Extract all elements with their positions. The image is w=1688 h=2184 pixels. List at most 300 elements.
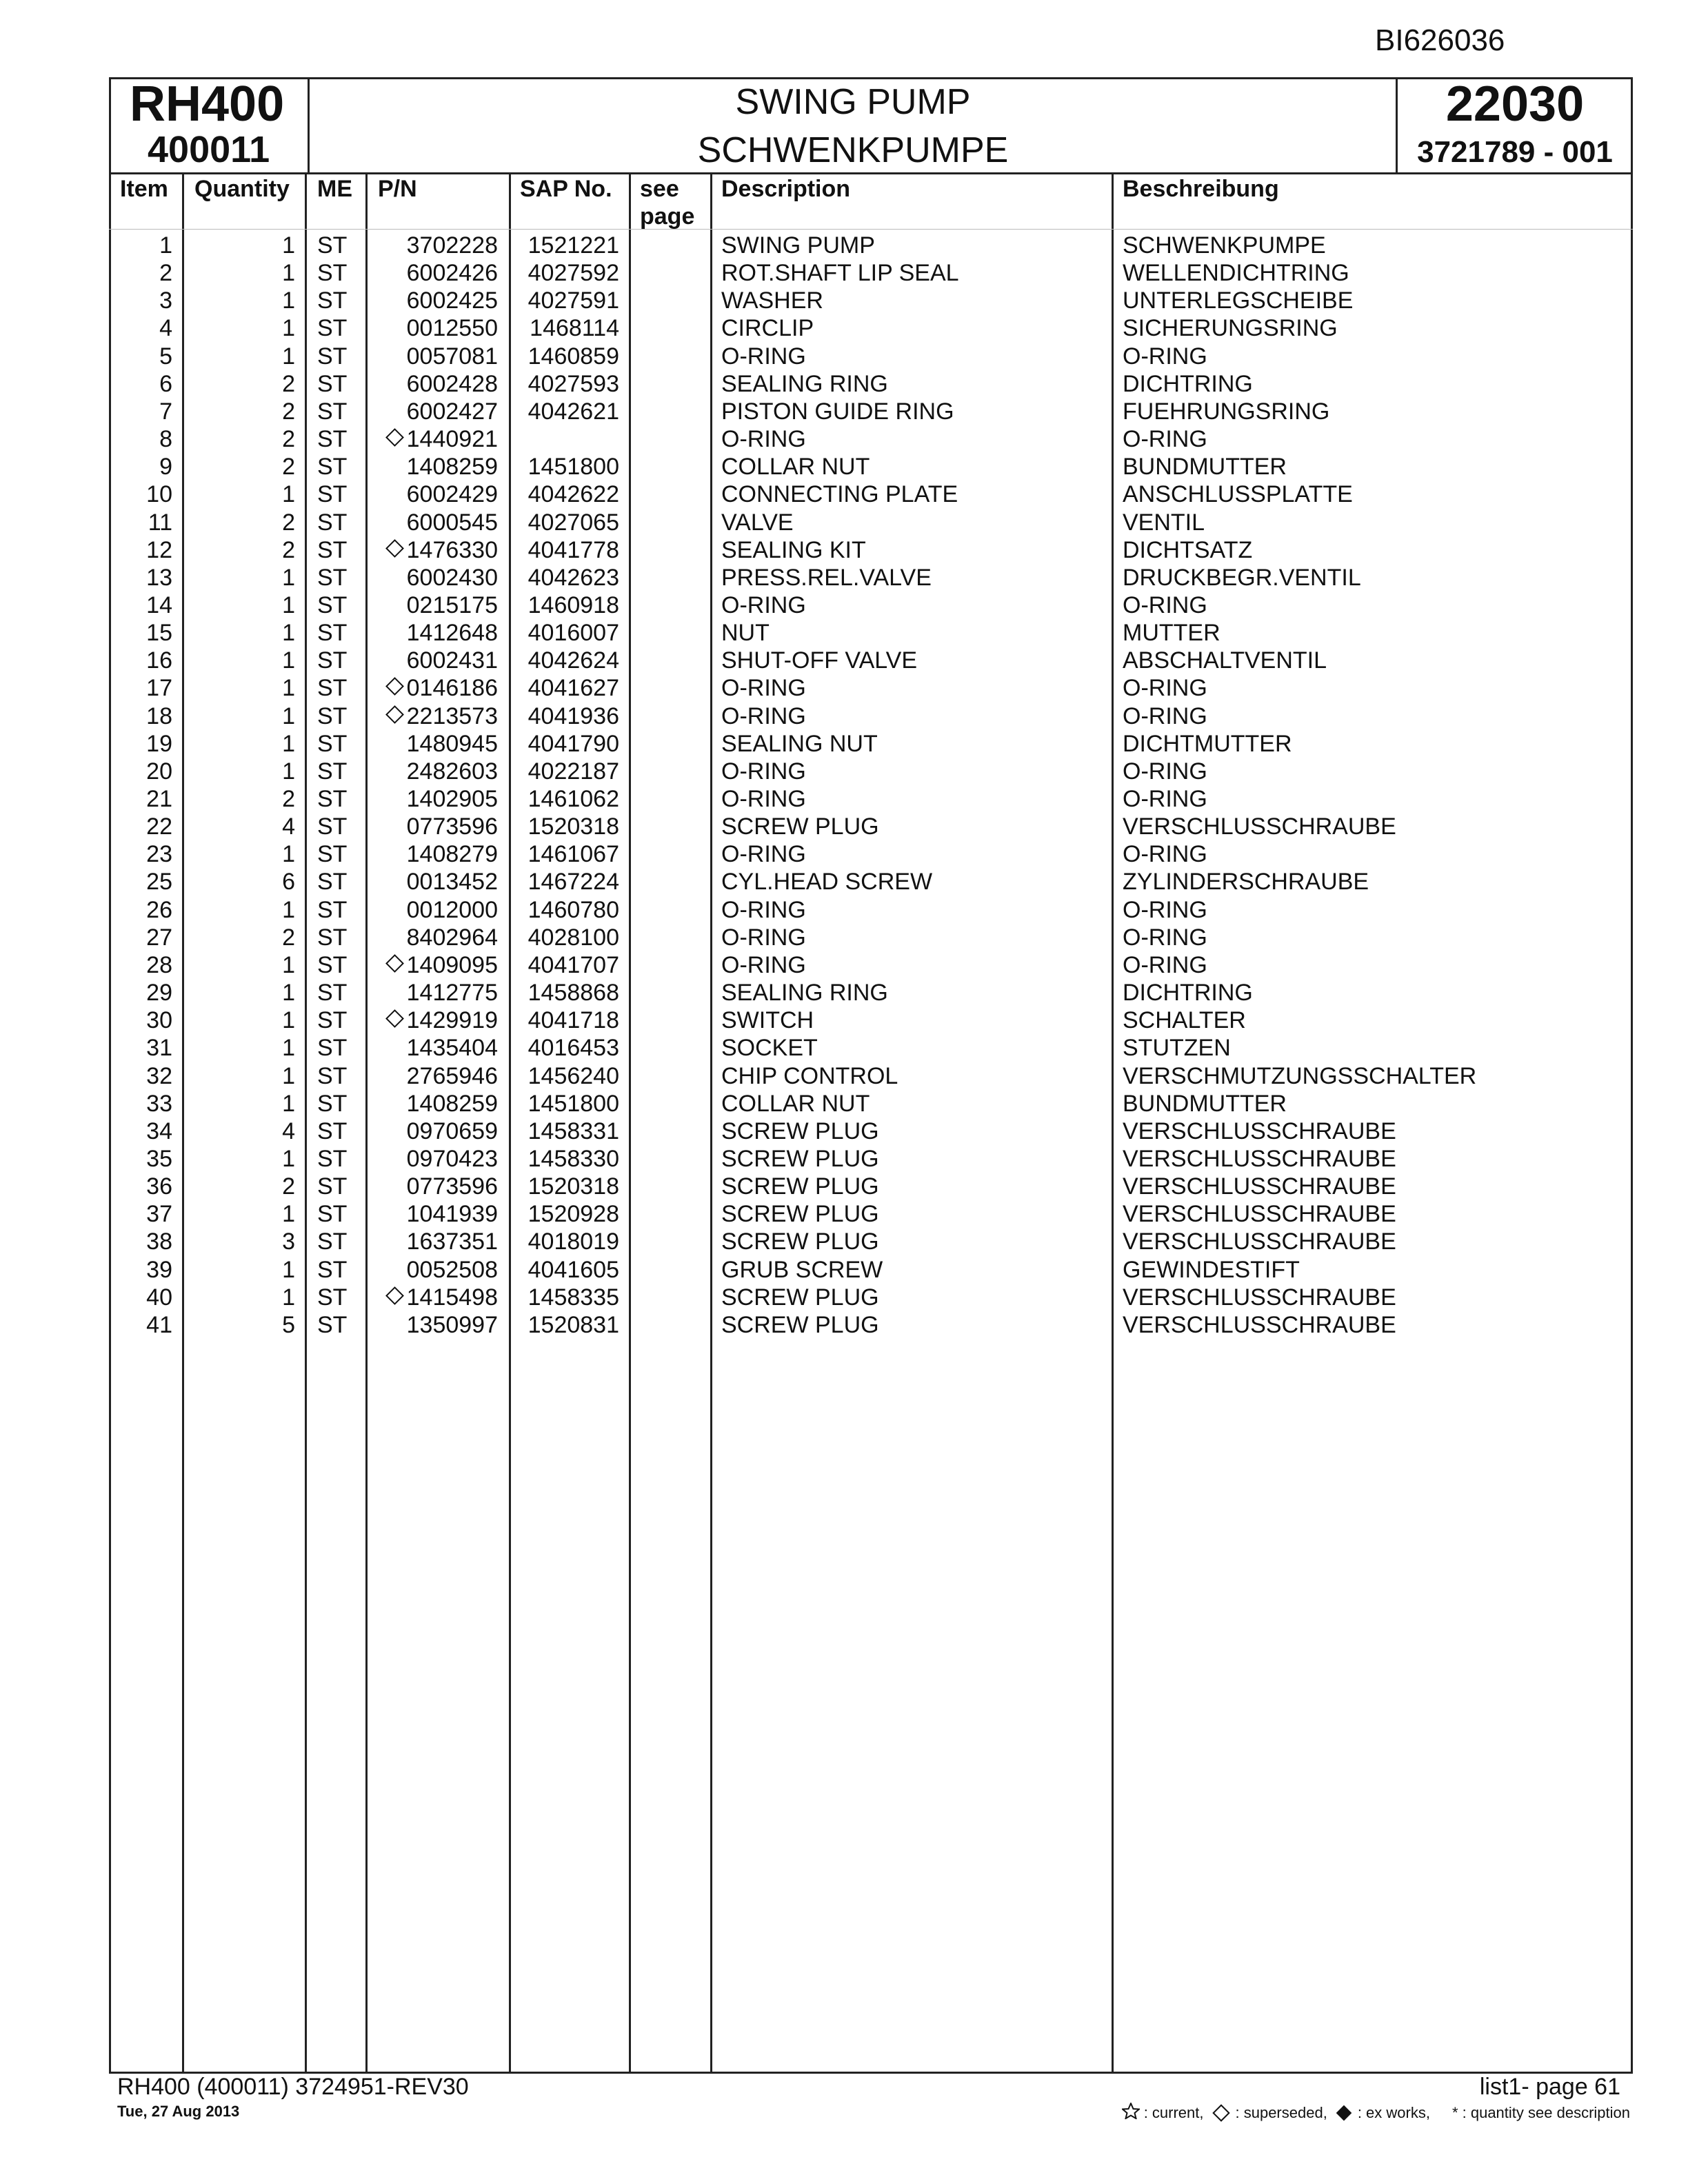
cell-quantity (207, 1062, 295, 1090)
cell-me (317, 840, 359, 868)
cell-pn (378, 1090, 498, 1118)
cell-me (317, 481, 359, 508)
cell-quantity (207, 287, 295, 314)
cell-item (117, 1228, 172, 1255)
cell-item (117, 758, 172, 785)
cell-sap-text: 4016453 (528, 1035, 619, 1062)
cell-me (317, 979, 359, 1007)
cell-sap (519, 1145, 619, 1173)
cell-me-text: ST (317, 564, 348, 591)
cell-me-text: ST (317, 1090, 348, 1117)
cell-beschreibung (1123, 979, 1253, 1007)
cell-pn-text: 2482603 (406, 758, 498, 785)
cell-quantity-text: 1 (282, 702, 295, 729)
cell-description (721, 813, 879, 840)
table-row (0, 758, 1688, 785)
cell-item-text: 29 (146, 980, 172, 1007)
cell-item-text: 33 (146, 1090, 172, 1117)
cell-sap-text: 4041707 (528, 951, 619, 978)
header-bottom-line (109, 172, 1633, 174)
cell-description (721, 840, 806, 868)
cell-sap-text: 1451800 (528, 454, 619, 481)
cell-sap (519, 730, 619, 758)
cell-beschreibung-text: ABSCHALTVENTIL (1123, 647, 1327, 674)
cell-description-text: WASHER (721, 287, 823, 314)
cell-beschreibung (1123, 314, 1338, 342)
cell-me-text: ST (317, 675, 348, 702)
cell-sap-text: 4027591 (528, 287, 619, 314)
cell-quantity (207, 813, 295, 840)
table-row (0, 1034, 1688, 1062)
cell-item-text: 16 (146, 647, 172, 674)
cell-description-text: SWITCH (721, 1007, 814, 1034)
cell-me (317, 1062, 359, 1090)
table-row (0, 398, 1688, 425)
cell-sap (519, 674, 619, 702)
cell-pn (378, 1284, 498, 1311)
cell-description (721, 259, 959, 287)
cell-me (317, 868, 359, 896)
cell-pn-text: 1409095 (406, 951, 498, 978)
cell-beschreibung (1123, 259, 1349, 287)
cell-pn-text: 1415498 (406, 1284, 498, 1311)
cell-item (117, 592, 172, 619)
cell-pn (378, 1173, 498, 1200)
cell-item-text: 28 (146, 951, 172, 978)
cell-beschreibung (1123, 592, 1207, 619)
cell-quantity-text: 6 (282, 869, 295, 896)
cell-pn (378, 924, 498, 951)
cell-sap (519, 924, 619, 951)
cell-quantity (207, 840, 295, 868)
table-row (0, 1062, 1688, 1090)
superseded-diamond-icon (385, 1286, 404, 1305)
cell-description (721, 343, 806, 370)
cell-sap-text: 4027592 (528, 260, 619, 287)
cell-pn (378, 370, 498, 398)
cell-quantity-text: 1 (282, 315, 295, 342)
cell-pn-text: 0012000 (406, 896, 498, 923)
cell-pn-text: 1440921 (406, 426, 498, 453)
cell-pn-text: 1480945 (406, 730, 498, 757)
cell-sap-text: 4041790 (528, 730, 619, 757)
cell-pn-text: 1402905 (406, 786, 498, 812)
cell-description (721, 425, 806, 453)
cell-description-text: PRESS.REL.VALVE (721, 564, 932, 591)
cell-beschreibung (1123, 1284, 1396, 1311)
cell-sap-text: 1460918 (528, 592, 619, 618)
cell-beschreibung-text: DICHTMUTTER (1123, 730, 1292, 757)
cell-beschreibung-text: DRUCKBEGR.VENTIL (1123, 564, 1361, 591)
cell-sap-text: 1461062 (528, 786, 619, 812)
cell-pn (378, 896, 498, 924)
cell-pn-text: 6000545 (406, 509, 498, 536)
cell-description-text: O-RING (721, 896, 806, 923)
cell-beschreibung (1123, 758, 1207, 785)
cell-quantity (207, 592, 295, 619)
cell-quantity-text: 1 (282, 675, 295, 702)
cell-pn (378, 785, 498, 813)
cell-sap (519, 896, 619, 924)
cell-sap (519, 287, 619, 314)
cell-description-text: SWING PUMP (721, 232, 875, 259)
cell-description-text: CIRCLIP (721, 315, 814, 342)
table-row (0, 702, 1688, 730)
cell-item (117, 453, 172, 481)
cell-description (721, 1256, 883, 1284)
star-outline-icon (1122, 2103, 1140, 2123)
cell-beschreibung (1123, 1200, 1396, 1228)
diamond-filled-icon (1336, 2105, 1352, 2121)
cell-beschreibung-text: O-RING (1123, 924, 1207, 951)
cell-description-text: SEALING NUT (721, 730, 878, 757)
cell-beschreibung-text: SCHALTER (1123, 1007, 1246, 1034)
cell-description-text: SHUT-OFF VALVE (721, 647, 918, 674)
cell-sap (519, 868, 619, 896)
cell-item-text: 6 (159, 370, 172, 397)
cell-sap (519, 259, 619, 287)
table-row (0, 1284, 1688, 1311)
cell-sap (519, 1228, 619, 1255)
table-row (0, 951, 1688, 979)
cell-description (721, 758, 806, 785)
cell-item-text: 13 (146, 564, 172, 591)
table-row (0, 1200, 1688, 1228)
cell-beschreibung-text: O-RING (1123, 426, 1207, 453)
cell-description (721, 536, 866, 564)
cell-pn-text: 0052508 (406, 1256, 498, 1283)
cell-description (721, 730, 878, 758)
cell-me-text: ST (317, 343, 348, 370)
cell-description-text: SCREW PLUG (721, 1145, 879, 1172)
cell-item-text: 4 (159, 315, 172, 342)
cell-beschreibung-text: O-RING (1123, 951, 1207, 978)
cell-pn (378, 592, 498, 619)
cell-quantity-text: 1 (282, 1062, 295, 1089)
serial-number: 400011 (148, 129, 270, 170)
cell-quantity (207, 343, 295, 370)
table-row (0, 1228, 1688, 1255)
table-row (0, 425, 1688, 453)
cell-pn (378, 259, 498, 287)
cell-sap (519, 619, 619, 647)
cell-sap-text: 4042624 (528, 647, 619, 674)
cell-description (721, 1062, 898, 1090)
cell-pn-text: 1350997 (406, 1311, 498, 1338)
cell-quantity (207, 758, 295, 785)
cell-description (721, 1034, 818, 1062)
cell-me (317, 259, 359, 287)
cell-me (317, 1118, 359, 1145)
cell-pn (378, 564, 498, 592)
cell-description (721, 1200, 879, 1228)
cell-quantity (207, 453, 295, 481)
cell-description-text: CHIP CONTROL (721, 1062, 898, 1089)
cell-quantity-text: 2 (282, 924, 295, 951)
cell-me-text: ST (317, 426, 348, 453)
cell-sap-text: 1461067 (528, 841, 619, 868)
cell-item-text: 22 (146, 813, 172, 840)
cell-sap (519, 840, 619, 868)
col-header-me: ME (317, 176, 352, 202)
table-row (0, 343, 1688, 370)
table-row (0, 232, 1688, 259)
cell-me-text: ST (317, 869, 348, 896)
cell-item-text: 9 (159, 454, 172, 481)
cell-item-text: 19 (146, 730, 172, 757)
cell-quantity-text: 2 (282, 370, 295, 397)
cell-me-text: ST (317, 647, 348, 674)
cell-description-text: SEALING RING (721, 980, 888, 1007)
table-row (0, 979, 1688, 1007)
cell-beschreibung (1123, 702, 1207, 730)
cell-pn (378, 1034, 498, 1062)
cell-description-text: SCREW PLUG (721, 1284, 879, 1311)
cell-me-text: ST (317, 896, 348, 923)
cell-item-text: 18 (146, 702, 172, 729)
cell-me (317, 398, 359, 425)
cell-description (721, 1145, 879, 1173)
cell-item-text: 21 (146, 786, 172, 812)
cell-description-text: SEALING KIT (721, 536, 866, 563)
cell-beschreibung (1123, 924, 1207, 951)
cell-me (317, 536, 359, 564)
cell-beschreibung-text: UNTERLEGSCHEIBE (1123, 287, 1354, 314)
cell-me (317, 370, 359, 398)
cell-quantity-text: 3 (282, 1228, 295, 1255)
cell-sap-text: 4028100 (528, 924, 619, 951)
cell-sap-text: 1520318 (528, 813, 619, 840)
cell-quantity-text: 1 (282, 1007, 295, 1034)
cell-me-text: ST (317, 924, 348, 951)
cell-item-text: 11 (148, 509, 172, 536)
cell-sap (519, 702, 619, 730)
table-row (0, 813, 1688, 840)
cell-me-text: ST (317, 813, 348, 840)
cell-pn-text: 0013452 (406, 869, 498, 896)
diamond-outline-icon (1212, 2104, 1229, 2121)
cell-sap (519, 314, 619, 342)
cell-me (317, 647, 359, 674)
cell-quantity (207, 1200, 295, 1228)
cell-description (721, 370, 888, 398)
cell-item-text: 38 (146, 1228, 172, 1255)
cell-pn (378, 1256, 498, 1284)
superseded-diamond-icon (385, 954, 404, 973)
cell-me (317, 1007, 359, 1034)
cell-pn (378, 536, 498, 564)
cell-pn (378, 674, 498, 702)
cell-item-text: 25 (146, 869, 172, 896)
cell-beschreibung (1123, 1118, 1396, 1145)
cell-quantity-text: 1 (282, 1284, 295, 1311)
cell-me-text: ST (317, 232, 348, 259)
table-row (0, 1256, 1688, 1284)
cell-sap-text: 4041605 (528, 1256, 619, 1283)
cell-item (117, 1007, 172, 1034)
cell-description-text: ROT.SHAFT LIP SEAL (721, 260, 959, 287)
cell-description-text: PISTON GUIDE RING (721, 398, 954, 425)
cell-sap-text: 4041778 (528, 536, 619, 563)
cell-item (117, 702, 172, 730)
cell-me (317, 232, 359, 259)
cell-quantity-text: 1 (282, 758, 295, 785)
cell-item-text: 40 (146, 1284, 172, 1311)
cell-beschreibung-text: O-RING (1123, 758, 1207, 785)
cell-sap-text: 4041936 (528, 702, 619, 729)
cell-me (317, 343, 359, 370)
cell-item-text: 39 (146, 1256, 172, 1283)
cell-sap (519, 647, 619, 674)
cell-me (317, 1200, 359, 1228)
cell-pn-text: 2765946 (406, 1062, 498, 1089)
cell-quantity (207, 536, 295, 564)
superseded-diamond-icon (385, 677, 404, 696)
cell-me-text: ST (317, 841, 348, 868)
cell-sap-text: 4027593 (528, 370, 619, 397)
cell-item (117, 1200, 172, 1228)
cell-quantity (207, 730, 295, 758)
cell-sap-text: 1458331 (528, 1118, 619, 1144)
cell-pn-text: 1408279 (406, 841, 498, 868)
cell-pn (378, 647, 498, 674)
cell-description (721, 314, 814, 342)
cell-item-text: 17 (146, 675, 172, 702)
cell-description-text: SCREW PLUG (721, 1173, 879, 1200)
cell-quantity-text: 1 (282, 592, 295, 618)
cell-sap (519, 785, 619, 813)
cell-quantity (207, 1228, 295, 1255)
cell-beschreibung-text: DICHTRING (1123, 980, 1253, 1007)
col-header-description: Description (721, 176, 851, 202)
cell-item-text: 30 (146, 1007, 172, 1034)
cell-me (317, 1173, 359, 1200)
cell-me-text: ST (317, 1145, 348, 1172)
cell-beschreibung-text: BUNDMUTTER (1123, 454, 1287, 481)
cell-sap-text: 1468114 (530, 315, 619, 342)
cell-me-text: ST (317, 454, 348, 481)
cell-item (117, 840, 172, 868)
symbol-legend (1122, 2103, 1630, 2123)
cell-me-text: ST (317, 481, 348, 508)
cell-description-text: O-RING (721, 951, 806, 978)
footer-reference: RH400 (400011) 3724951-REV30 (117, 2074, 469, 2100)
cell-beschreibung (1123, 1173, 1396, 1200)
cell-sap (519, 1062, 619, 1090)
table-row (0, 453, 1688, 481)
cell-item (117, 343, 172, 370)
cell-description (721, 592, 806, 619)
cell-pn (378, 1228, 498, 1255)
cell-pn (378, 453, 498, 481)
cell-sap (519, 1284, 619, 1311)
cell-sap-text: 4027065 (528, 509, 619, 536)
table-row (0, 868, 1688, 896)
cell-beschreibung (1123, 1034, 1231, 1062)
cell-item (117, 813, 172, 840)
cell-description (721, 951, 806, 979)
cell-item-text: 23 (146, 841, 172, 868)
cell-pn-text: 0215175 (406, 592, 498, 618)
cell-description (721, 924, 806, 951)
cell-sap-text: 1520928 (528, 1201, 619, 1228)
cell-description-text: O-RING (721, 786, 806, 812)
cell-me (317, 1284, 359, 1311)
cell-description-text: SCREW PLUG (721, 1201, 879, 1228)
cell-quantity (207, 1007, 295, 1034)
cell-pn (378, 979, 498, 1007)
cell-description (721, 1007, 814, 1034)
cell-quantity (207, 398, 295, 425)
cell-beschreibung-text: O-RING (1123, 786, 1207, 812)
cell-quantity (207, 314, 295, 342)
table-row (0, 314, 1688, 342)
cell-quantity (207, 481, 295, 508)
cell-item-text: 10 (146, 481, 172, 508)
cell-me (317, 951, 359, 979)
cell-description (721, 1118, 879, 1145)
cell-me (317, 758, 359, 785)
cell-quantity-text: 5 (282, 1311, 295, 1338)
table-row (0, 1007, 1688, 1034)
superseded-diamond-icon (385, 539, 404, 558)
cell-sap (519, 453, 619, 481)
cell-description-text: CYL.HEAD SCREW (721, 869, 933, 896)
cell-beschreibung (1123, 1062, 1476, 1090)
table-row (0, 1090, 1688, 1118)
cell-beschreibung (1123, 951, 1207, 979)
cell-pn-text: 0146186 (406, 675, 498, 702)
cell-item-text: 14 (146, 592, 172, 618)
cell-quantity (207, 232, 295, 259)
cell-beschreibung-text: VERSCHLUSSCHRAUBE (1123, 1201, 1396, 1228)
cell-pn-text: 1408259 (406, 454, 498, 481)
cell-description (721, 453, 870, 481)
cell-sap-text: 4042621 (528, 398, 619, 425)
cell-pn-text: 1041939 (406, 1201, 498, 1228)
cell-sap-text: 1460859 (528, 343, 619, 370)
cell-sap (519, 813, 619, 840)
cell-item (117, 1062, 172, 1090)
cell-beschreibung-text: WELLENDICHTRING (1123, 260, 1349, 287)
table-row (0, 1311, 1688, 1339)
cell-item (117, 619, 172, 647)
cell-beschreibung-text: O-RING (1123, 343, 1207, 370)
cell-quantity (207, 785, 295, 813)
cell-quantity-text: 1 (282, 481, 295, 508)
cell-quantity (207, 1311, 295, 1339)
cell-item-text: 27 (146, 924, 172, 951)
cell-item (117, 314, 172, 342)
cell-sap-text: 1521221 (528, 232, 619, 259)
cell-me-text: ST (317, 1118, 348, 1144)
cell-beschreibung (1123, 398, 1329, 425)
table-row (0, 1173, 1688, 1200)
cell-item-text: 37 (146, 1201, 172, 1228)
cell-me-text: ST (317, 509, 348, 536)
table-row (0, 619, 1688, 647)
cell-description (721, 619, 770, 647)
cell-item (117, 1256, 172, 1284)
cell-item (117, 896, 172, 924)
cell-me (317, 924, 359, 951)
cell-description (721, 1090, 870, 1118)
cell-me-text: ST (317, 315, 348, 342)
cell-pn-text: 0057081 (406, 343, 498, 370)
cell-pn (378, 951, 498, 979)
table-row (0, 536, 1688, 564)
cell-sap (519, 536, 619, 564)
